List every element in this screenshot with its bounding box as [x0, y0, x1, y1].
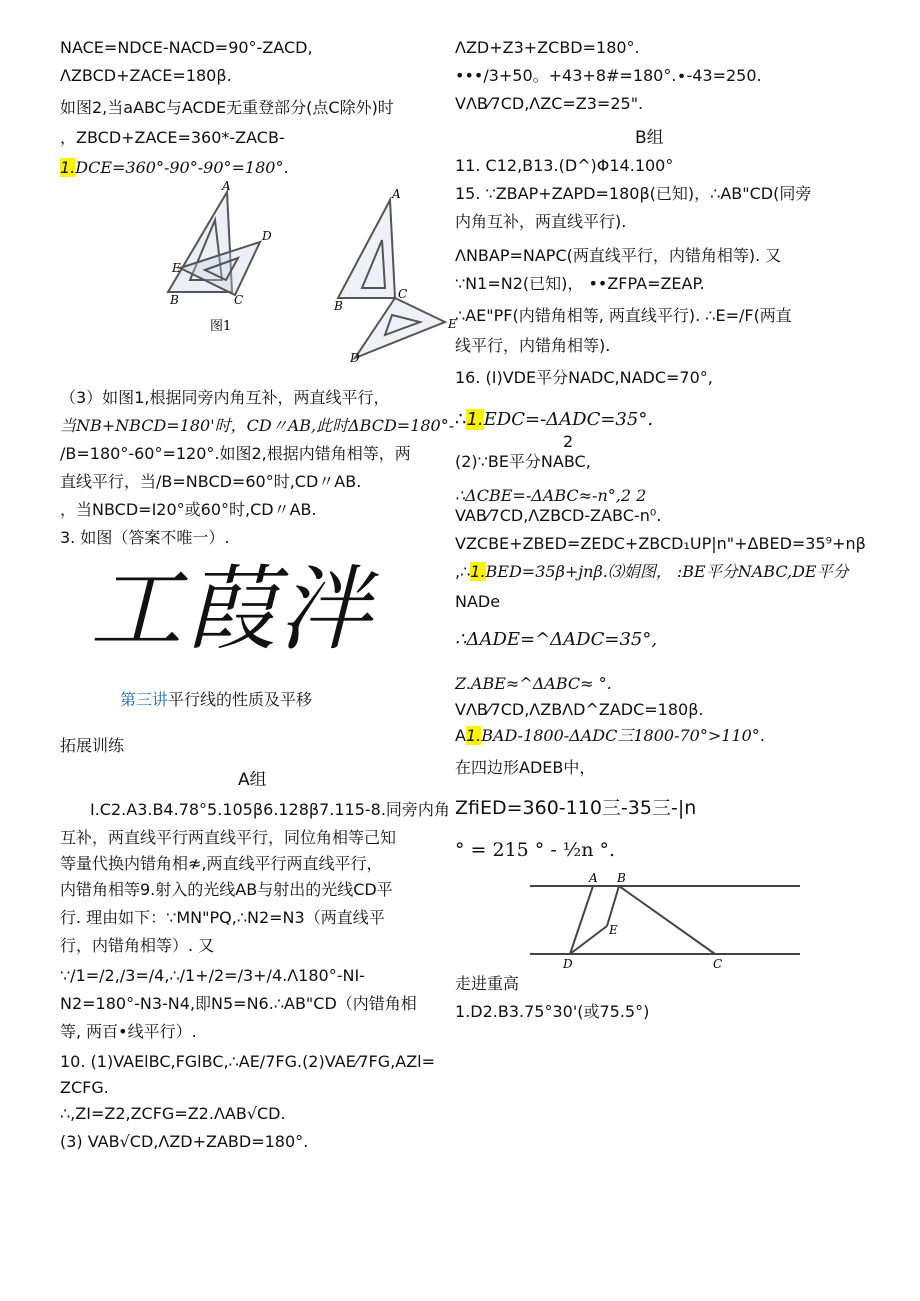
text-line: 16. (I)VDE平分NADC,NADC=70°,: [455, 368, 713, 387]
text-span: ∴: [455, 409, 467, 430]
fraction-denominator: 2: [563, 432, 574, 451]
text-line: VΛB⁄7CD,ΛZC=Z3=25".: [455, 94, 644, 113]
text-line: （3）如图1,根据同旁内角互补，两直线平行，: [60, 388, 390, 407]
subheading: 走进重高: [455, 974, 520, 993]
text-line: ZCFG.: [60, 1078, 109, 1097]
text-line: ° = 215 ° - ½n °.: [455, 839, 616, 861]
label-b: B: [170, 293, 179, 307]
label-d2: D: [350, 351, 360, 365]
figure-caption: 图1: [210, 319, 232, 334]
text-line: 当NB+NBCD=180'时，CD〃AB,此时ΔBCD=180°-: [60, 416, 455, 435]
triangle-figure: [110, 180, 460, 365]
text-span: A: [455, 726, 466, 745]
text-line: 等量代换内错角相≉,两直线平行两直线平行，: [60, 854, 383, 873]
text-line: 行. 理由如下：∵MN"PQ,∴N2=N3（两直线平: [60, 908, 385, 927]
label-d: D: [563, 957, 573, 970]
text-line: 线平行，内错角相等).: [455, 336, 611, 355]
text-line: 互补，两直线平行两直线平行，同位角相等己知: [60, 828, 397, 847]
text-line: VZCBE+ZBED=ZEDC+ZBCD₁UP|n"+ΔBED=35⁹+nβ: [455, 534, 866, 553]
text-line: /B=180°-60°=120°.如图2,根据内错角相等，两: [60, 444, 411, 463]
text-line: •••/3+50。+43+8#=180°.∙-43=250.: [455, 66, 762, 85]
label-a: A: [222, 180, 231, 193]
text-line: ∴,ZI=Z2,ZCFG=Z2.ΛAB√CD.: [60, 1104, 286, 1123]
text-line: ΛZBCD+ZACE=180β.: [60, 66, 232, 85]
text-line: [455, 410, 653, 430]
text-line: 1.D2.B3.75°30'(或75.5°): [455, 1002, 650, 1021]
text-line: ∴ΔADE=^ΔADC=35°,: [455, 629, 658, 650]
text-line: ，ZBCD+ZACE=360*-ZACB-: [60, 128, 285, 147]
label-e: E: [609, 923, 618, 937]
label-d: D: [262, 229, 272, 243]
text-line: 直线平行，当/B=NBCD=60°时,CD〃AB.: [60, 472, 362, 491]
text-line: Z.ABE≈^ΔABC≈ °.: [455, 674, 612, 693]
text-line: 15. ∵ZBAP+ZAPD=180β(已知)，∴AB"CD(同旁: [455, 184, 812, 203]
label-e2: E: [448, 317, 457, 331]
subheading: 拓展训练: [60, 736, 125, 755]
label-c: C: [234, 293, 244, 307]
text-line: 内角互补，两直线平行).: [455, 212, 627, 231]
text-span: DCE=360°-90°-90°=180°.: [75, 158, 289, 177]
text-line: 11. C12,B13.(D^)Φ14.100°: [455, 156, 674, 175]
text-line: 内错角相等9.射入的光线AB与射出的光线CD平: [60, 880, 393, 899]
text-line: ∴AE"PF(内错角相等, 两直线平行). ∴E=/F(两直: [455, 306, 792, 325]
label-a2: A: [392, 187, 401, 201]
label-a: A: [589, 871, 598, 885]
text-span: ,∴: [455, 562, 471, 581]
highlight-mark: 1.: [470, 562, 486, 581]
section-name: 平行线的性质及平移: [168, 690, 313, 709]
group-heading: A组: [238, 770, 267, 790]
text-span: BED=35β+jnβ.⑶娟图， :BE平分NABC,DE平分: [485, 562, 849, 581]
text-line: 在四边形ADEB中，: [455, 758, 596, 777]
section-number: 第三讲: [120, 690, 169, 709]
text-line: NACE=NDCE-NACD=90°-ZACD,: [60, 38, 313, 57]
group-heading: B组: [635, 128, 664, 148]
text-line: [60, 158, 289, 178]
text-line: (2)∵BE平分NABC,: [455, 452, 591, 471]
text-line: 如图2,当aABC与ACDE无重登部分(点C除外)时: [60, 98, 394, 117]
text-line: VAB⁄7CD,ΛZBCD-ZABC-n⁰.: [455, 506, 662, 525]
text-line: I.C2.A3.B4.78°5.105β6.128β7.115-8.同旁内角: [90, 800, 450, 819]
text-line: ，当NBCD=I20°或60°时,CD〃AB.: [60, 500, 317, 519]
label-b2: B: [334, 299, 343, 313]
text-line: [455, 562, 849, 582]
section-title: [120, 690, 312, 710]
text-span: BAD-1800-ΔADC三1800-70°>110°.: [481, 726, 765, 745]
text-span: EDC=-ΔADC=35°.: [483, 409, 654, 430]
text-line: ΛZD+Z3+ZCBD=180°.: [455, 38, 640, 57]
text-line: (3) VAB√CD,ΛZD+ZABD=180°.: [60, 1132, 309, 1151]
highlight-mark: 1.: [60, 158, 76, 177]
parallel-lines-figure: [525, 866, 805, 970]
text-line: 3. 如图（答案不唯一）.: [60, 528, 230, 547]
text-line: NADe: [455, 592, 501, 611]
text-line: ∵/1=/2,/3=/4,∴/1+/2=/3+/4.Λ180°-NI-: [60, 966, 365, 985]
text-line: ΛNBAP=NAPC(两直线平行，内错角相等). 又: [455, 246, 782, 265]
text-line: ∴ΔCBE=-ΔABC≈-n°,2 2: [455, 486, 647, 505]
text-line: ZfiED=360-110三-35三-|n: [455, 797, 697, 819]
highlight-mark: 1.: [466, 409, 484, 430]
text-line: 行，内错角相等）. 又: [60, 936, 215, 955]
label-e: E: [172, 261, 181, 275]
label-c: C: [713, 957, 723, 970]
text-line: [455, 726, 765, 746]
text-line: N2=180°-N3-N4,即N5=N6.∴AB"CD（内错角相: [60, 994, 417, 1013]
highlight-mark: 1.: [465, 726, 482, 745]
text-line: 10. (1)VAElBC,FGlBC,∴AE/7FG.(2)VAE⁄7FG,AZl=: [60, 1052, 435, 1071]
text-line: VΛB⁄7CD,ΛZBΛD^ZADC=180β.: [455, 700, 704, 719]
label-c2: C: [398, 287, 408, 301]
label-b: B: [617, 871, 626, 885]
text-line: 等, 两百•线平行）.: [60, 1022, 197, 1041]
text-line: ∵N1=N2(已知)， ••ZFPA=ZEAP.: [455, 274, 705, 293]
large-handwritten-text: 工葭泮: [90, 556, 373, 663]
